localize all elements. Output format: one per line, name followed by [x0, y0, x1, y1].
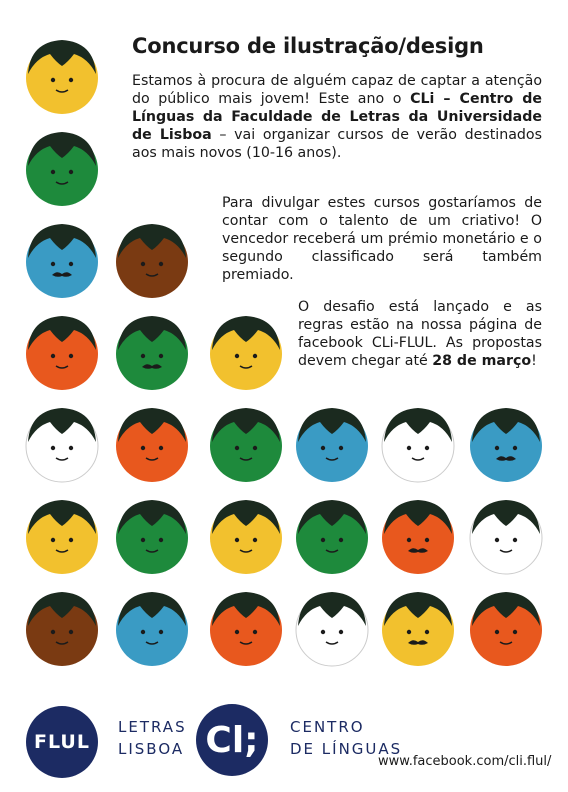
face-brown	[22, 588, 102, 668]
face-orange	[466, 588, 546, 668]
face-yellow	[22, 36, 102, 116]
facebook-url-link[interactable]: www.facebook.com/cli.flul/	[378, 754, 552, 769]
face-white	[466, 496, 546, 576]
face-orange	[22, 312, 102, 392]
face-orange	[112, 404, 192, 484]
face-white	[292, 588, 372, 668]
face-green	[206, 404, 286, 484]
face-white	[378, 404, 458, 484]
face-blue	[292, 404, 372, 484]
face-yellow	[206, 312, 286, 392]
cli-name: CLi – Centro de Línguas da Faculdade de Letras da Universidade de Lisboa	[132, 91, 542, 143]
paragraph-deadline: O desafio está lançado e as regras estão na nossa página de facebook CLi-FLUL. As propostas devem chegar até 28 de março!	[298, 299, 542, 369]
face-brown	[112, 220, 192, 300]
paragraph-intro: Estamos à procura de alguém capaz de captar a atenção do público mais jovem! Este ano o CLi – Centro de Línguas da Faculdade de Letras da Universidade de Lisboa – vai organizar cursos de verão destinados aos mais novos (10-16 anos).	[132, 73, 542, 161]
flul-logo: FLUL	[26, 706, 98, 778]
letras-lisboa-wordmark: LETRAS LISBOA	[118, 718, 187, 758]
face-yellow	[378, 588, 458, 668]
face-green	[22, 128, 102, 208]
face-white	[22, 404, 102, 484]
face-orange	[206, 588, 286, 668]
poster-title: Concurso de ilustração/design	[132, 34, 484, 58]
face-blue	[112, 588, 192, 668]
centro-de-linguas-wordmark: CENTRO DE LÍNGUAS	[290, 718, 403, 758]
deadline-date: 28 de março	[432, 353, 532, 369]
face-blue	[22, 220, 102, 300]
face-orange	[378, 496, 458, 576]
face-green	[112, 496, 192, 576]
face-green	[112, 312, 192, 392]
face-yellow	[206, 496, 286, 576]
paragraph-prize: Para divulgar estes cursos gostaríamos de contar com o talento de um criativo! O vencedor receberá um prémio monetário e o segundo classificado será também premiado.	[222, 195, 542, 283]
face-green	[292, 496, 372, 576]
face-yellow	[22, 496, 102, 576]
cli-logo: Cl;	[196, 704, 268, 776]
face-blue	[466, 404, 546, 484]
